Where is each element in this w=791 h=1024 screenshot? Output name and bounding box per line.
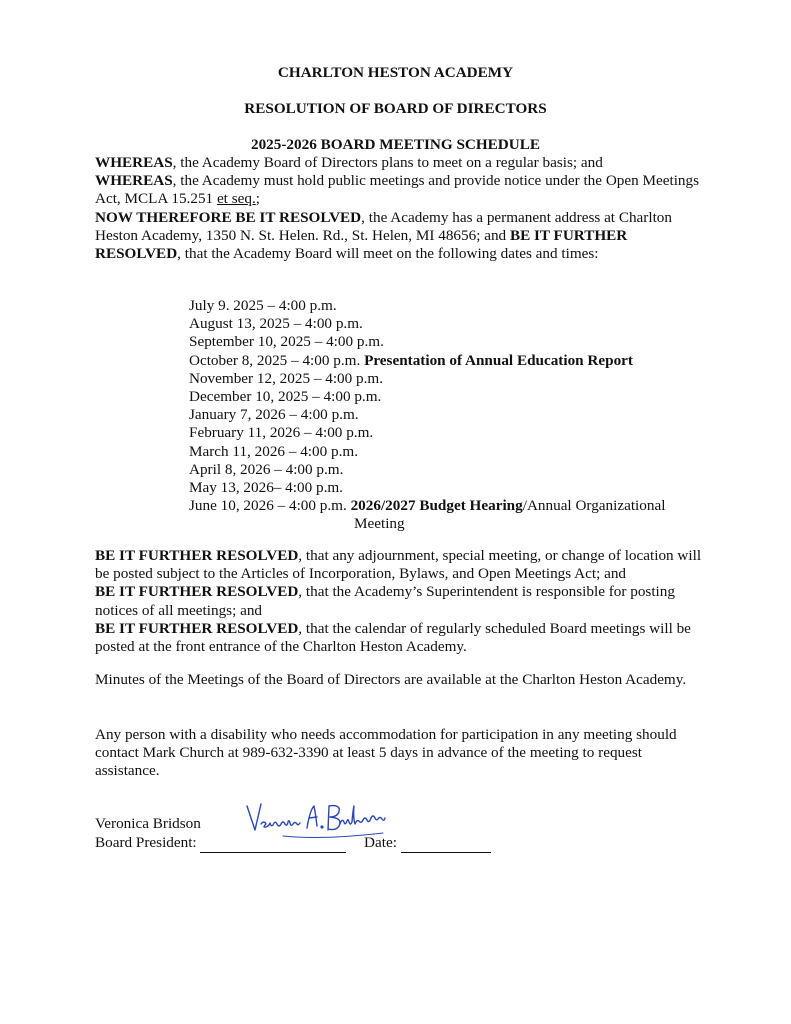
meeting-date: December 10, 2025 – 4:00 p.m. (189, 388, 382, 406)
resolved-clause: NOW THEREFORE BE IT RESOLVED, the Academy has a permanent address at Charlton Heston Academy, 1350 N. St. Helen. Rd., St. Helen, MI 48656; and BE IT FURTHER RESOLVED, that the Academy Board will meet on the following dates and times: (95, 208, 672, 263)
meeting-date: April 8, 2026 – 4:00 p.m. (189, 460, 344, 478)
further-clause-2: BE IT FURTHER RESOLVED, that the Academy’s Superintendent is responsible for posting notices of all meetings; and (95, 583, 675, 619)
resolution-title: RESOLUTION OF BOARD OF DIRECTORS (244, 100, 547, 117)
meeting-date: September 10, 2025 – 4:00 p.m. (189, 333, 384, 351)
schedule-item (189, 370, 709, 388)
meeting-note-extra: /Annual Organizational (522, 497, 666, 515)
date-line (401, 834, 491, 854)
schedule-item (189, 424, 709, 442)
meeting-date: November 12, 2025 – 4:00 p.m. (189, 369, 384, 387)
meeting-date: July 9. 2025 – 4:00 p.m. (189, 297, 337, 314)
academy-title: CHARLTON HESTON ACADEMY (277, 64, 514, 81)
schedule-item (189, 497, 709, 515)
meeting-date: May 13, 2026– 4:00 p.m. (189, 479, 343, 497)
meeting-note: Presentation of Annual Education Report (364, 351, 633, 369)
accommodation-paragraph: Any person with a disability who needs accommodation for participation in any meeting should contact Mark Church at 989-632-3390 at least 5 days in advance of the meeting to request assistance. (95, 726, 677, 780)
handwritten-signature (243, 800, 403, 846)
schedule-item (189, 443, 709, 461)
meeting-date: February 11, 2026 – 4:00 p.m. (189, 424, 374, 442)
schedule-item-continuation: Meeting (354, 515, 405, 533)
schedule-item (189, 406, 709, 424)
signer-name: Veronica Bridson (95, 815, 201, 832)
minutes-paragraph: Minutes of the Meetings of the Board of Directors are available at the Charlton Heston Academy. (95, 671, 687, 688)
schedule-item (189, 461, 709, 479)
further-clause-1: BE IT FURTHER RESOLVED, that any adjournment, special meeting, or change of location will be posted subject to the Articles of Incorporation, Bylaws, and Open Meetings Act; and (95, 547, 702, 583)
meeting-date: June 10, 2026 – 4:00 p.m. (189, 497, 351, 515)
schedule-item (189, 297, 709, 315)
further-resolved-section (95, 547, 705, 656)
meeting-schedule-list (189, 297, 709, 534)
whereas-clause-1: WHEREAS, the Academy Board of Directors plans to meet on a regular basis; and (95, 154, 603, 171)
schedule-item (189, 333, 709, 351)
date-label: Date: (364, 833, 397, 851)
meeting-date: March 11, 2026 – 4:00 p.m. (189, 442, 359, 460)
meeting-note: 2026/2027 Budget Hearing (350, 497, 523, 515)
further-clause-3: BE IT FURTHER RESOLVED, that the calendar of regularly scheduled Board meetings will be posted at the front entrance of the Charlton Heston Academy. (95, 619, 691, 656)
signer-title: Board President: (95, 833, 197, 851)
meeting-date: January 7, 2026 – 4:00 p.m. (189, 406, 359, 424)
intro-section (95, 154, 705, 263)
schedule-item (189, 388, 709, 406)
meeting-date: August 13, 2025 – 4:00 p.m. (189, 315, 363, 333)
whereas-clause-2: WHEREAS, the Academy must hold public meetings and provide notice under the Open Meetings Act, MCLA 15.251 et seq.; (95, 172, 700, 208)
schedule-item (189, 315, 709, 333)
schedule-item (189, 479, 709, 497)
schedule-title: 2025-2026 BOARD MEETING SCHEDULE (250, 136, 540, 153)
citation: et seq. (216, 190, 256, 208)
schedule-item (189, 352, 709, 370)
meeting-date: October 8, 2025 – 4:00 p.m. (189, 351, 365, 369)
